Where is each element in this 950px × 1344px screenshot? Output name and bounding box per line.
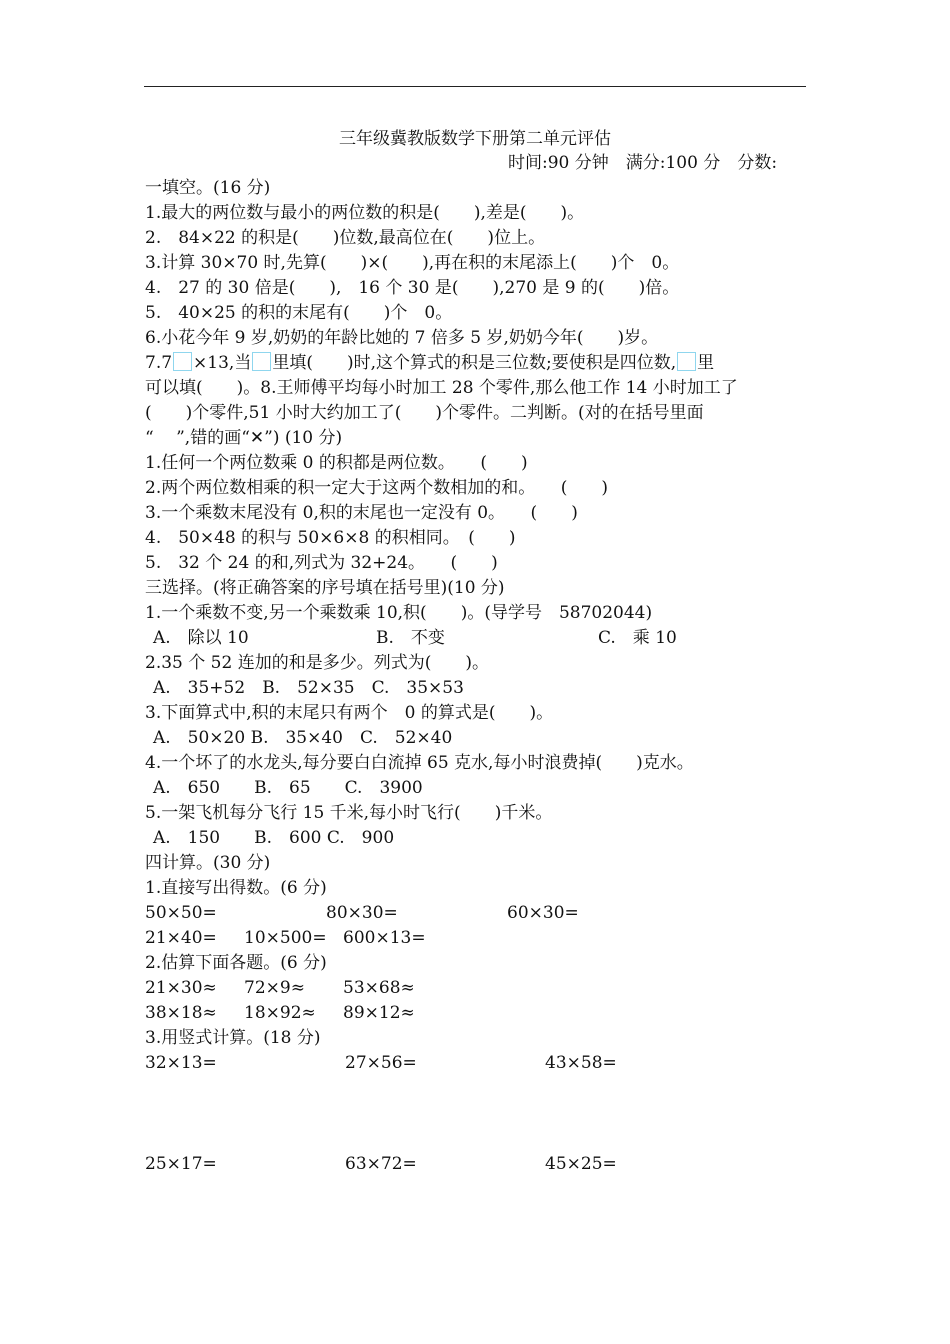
vertical-calc-item: 63×72= [345, 1154, 417, 1174]
calc-item: 21×40= [145, 928, 217, 948]
worksheet-title: 三年级冀教版数学下册第二单元评估 [339, 129, 611, 149]
s1-question-3: 3.计算 30×70 时,先算( )×( ),再在积的末尾添上( )个 0。 [145, 253, 680, 273]
s1-question-2: 2. 84×22 的积是( )位数,最高位在( )位上。 [145, 228, 546, 248]
s3-q2-options: A. 35+52 B. 52×35 C. 35×53 [153, 678, 464, 698]
s3-question-3: 3.下面算式中,积的末尾只有两个 0 的算式是( )。 [145, 703, 554, 723]
s1-question-7 [145, 352, 714, 374]
s2-question-3: 3.一个乘数末尾没有 0,积的末尾也一定没有 0。 ( ) [145, 503, 578, 523]
q7-part-a: 7.7 [145, 353, 173, 373]
section1-heading: 一填空。(16 分) [145, 178, 271, 198]
s3-q3-options: A. 50×20 B. 35×40 C. 52×40 [153, 728, 453, 748]
s3-question-4: 4.一个坏了的水龙头,每分要白白流掉 65 克水,每小时浪费掉( )克水。 [145, 753, 694, 773]
calc-item: 80×30= [326, 903, 398, 923]
s3-q1-option-c: C. 乘 10 [598, 628, 677, 648]
section2-heading-cont: “ ”,错的画“✕”) (10 分) [145, 428, 343, 448]
estimate-item: 53×68≈ [343, 978, 415, 998]
vertical-calc-item: 43×58= [545, 1053, 617, 1073]
s2-question-1: 1.任何一个两位数乘 0 的积都是两位数。 ( ) [145, 453, 528, 473]
s3-question-5: 5.一架飞机每分飞行 15 千米,每小时飞行( )千米。 [145, 803, 553, 823]
s3-q5-options: A. 150 B. 600 C. 900 [153, 828, 395, 848]
estimate-item: 18×92≈ [244, 1003, 316, 1023]
s2-question-4: 4. 50×48 的积与 50×6×8 的积相同。 ( ) [145, 528, 516, 548]
estimate-item: 38×18≈ [145, 1003, 217, 1023]
q7-part-c: 里填( )时,这个算式的积是三位数;要使积是四位数, [272, 353, 677, 373]
s3-question-1: 1.一个乘数不变,另一个乘数乘 10,积( )。(导学号 58702044) [145, 603, 653, 623]
exam-meta: 时间:90 分钟 满分:100 分 分数: [508, 153, 778, 173]
q7-part-d: 里 [697, 353, 715, 373]
vertical-calc-item: 25×17= [145, 1154, 217, 1174]
calc-item: 50×50= [145, 903, 217, 923]
blank-box[interactable] [252, 352, 271, 371]
vertical-calc-item: 27×56= [345, 1053, 417, 1073]
calc-item: 60×30= [507, 903, 579, 923]
s1-question-8: ( )个零件,51 小时大约加工了( )个零件。二判断。(对的在括号里面 [145, 403, 704, 423]
s3-q4-options: A. 650 B. 65 C. 3900 [153, 778, 423, 798]
s1-question-1: 1.最大的两位数与最小的两位数的积是( ),差是( )。 [145, 203, 585, 223]
s3-q1-option-b: B. 不变 [376, 628, 445, 648]
s3-q1-option-a: A. 除以 10 [153, 628, 249, 648]
calc-item: 10×500= [244, 928, 327, 948]
s1-question-4: 4. 27 的 30 倍是( ), 16 个 30 是( ),270 是 9 的( )倍。 [145, 278, 680, 298]
s3-question-2: 2.35 个 52 连加的和是多少。列式为( )。 [145, 653, 489, 673]
estimate-item: 89×12≈ [343, 1003, 415, 1023]
section3-heading: 三选择。(将正确答案的序号填在括号里)(10 分) [145, 578, 505, 598]
s2-question-2: 2.两个两位数相乘的积一定大于这两个数相加的和。 ( ) [145, 478, 608, 498]
estimate-item: 21×30≈ [145, 978, 217, 998]
s2-question-5: 5. 32 个 24 的和,列式为 32+24。 ( ) [145, 553, 498, 573]
s1-question-5: 5. 40×25 的积的末尾有( )个 0。 [145, 303, 453, 323]
vertical-calc-item: 32×13= [145, 1053, 217, 1073]
blank-box[interactable] [173, 352, 192, 371]
q7-part-b: ×13,当 [193, 353, 252, 373]
s4-part2-heading: 2.估算下面各题。(6 分) [145, 953, 327, 973]
header-rule [144, 86, 806, 87]
vertical-calc-item: 45×25= [545, 1154, 617, 1174]
section4-heading: 四计算。(30 分) [145, 853, 271, 873]
s1-question-7-cont: 可以填( )。8.王师傅平均每小时加工 28 个零件,那么他工作 14 小时加工了 [145, 378, 738, 398]
s4-part1-heading: 1.直接写出得数。(6 分) [145, 878, 327, 898]
blank-box[interactable] [677, 352, 696, 371]
estimate-item: 72×9≈ [244, 978, 305, 998]
calc-item: 600×13= [343, 928, 426, 948]
s1-question-6: 6.小花今年 9 岁,奶奶的年龄比她的 7 倍多 5 岁,奶奶今年( )岁。 [145, 328, 659, 348]
s4-part3-heading: 3.用竖式计算。(18 分) [145, 1028, 321, 1048]
